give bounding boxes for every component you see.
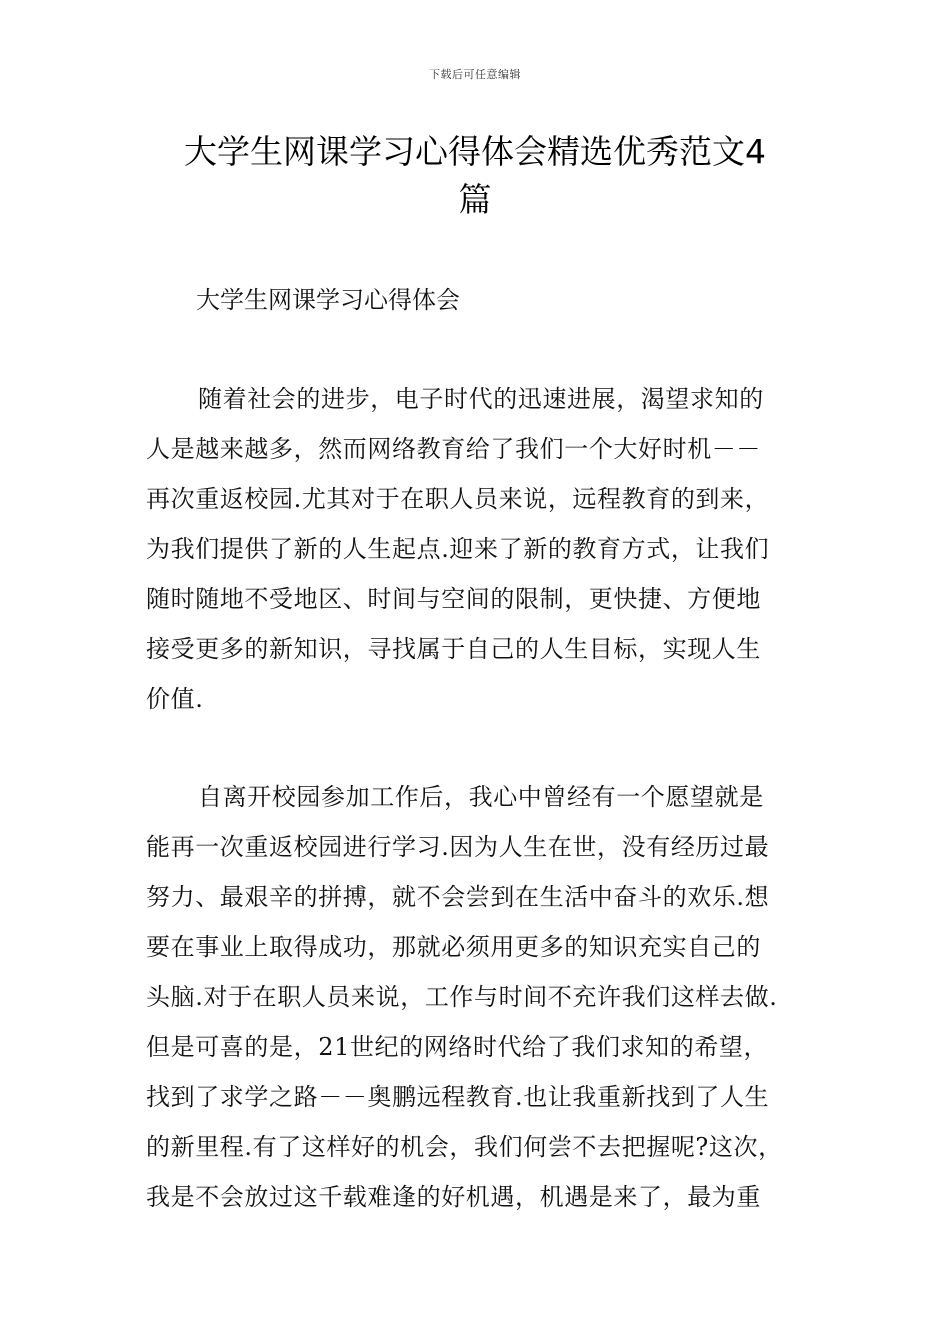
paragraph-line: 人是越来越多，然而网络教育给了我们一个大好时机－－ xyxy=(146,435,761,463)
paragraph-line: 要在事业上取得成功，那就必须用更多的知识充实自己的 xyxy=(146,933,761,961)
paragraph-line: 自离开校园参加工作后，我心中曾经有一个愿望就是 xyxy=(198,783,764,811)
title-line-2: 篇 xyxy=(458,180,492,219)
paragraph-line: 随着社会的进步，电子时代的迅速进展，渴望求知的 xyxy=(198,385,764,413)
title-line-1: 大学生网课学习心得体会精选优秀范文4 xyxy=(184,132,766,171)
paragraph-line: 接受更多的新知识，寻找属于自己的人生目标，实现人生 xyxy=(146,635,761,663)
paragraph-line: 随时随地不受地区、时间与空间的限制，更快捷、方便地 xyxy=(146,585,761,613)
paragraph-line: 价值. xyxy=(146,685,204,713)
header-note: 下载后可任意编辑 xyxy=(429,68,521,81)
paragraph-line: 找到了求学之路－－奥鹏远程教育.也让我重新找到了人生 xyxy=(146,1083,770,1111)
paragraph-line: 头脑.对于在职人员来说，工作与时间不充许我们这样去做. xyxy=(146,983,778,1011)
paragraph-line: 我是不会放过这千载难逢的好机遇，机遇是来了，最为重 xyxy=(146,1183,761,1211)
paragraph-line: 努力、最艰辛的拼搏，就不会尝到在生活中奋斗的欢乐.想 xyxy=(146,883,770,911)
paragraph-line: 能再一次重返校园进行学习.因为人生在世，没有经历过最 xyxy=(146,833,770,861)
paragraph-line: 的新里程.有了这样好的机会，我们何尝不去把握呢?这次， xyxy=(146,1133,783,1161)
paragraph-line: 为我们提供了新的人生起点.迎来了新的教育方式，让我们 xyxy=(146,535,770,563)
section-subtitle: 大学生网课学习心得体会 xyxy=(196,286,460,314)
paragraph-1 xyxy=(146,374,806,724)
paragraph-line: 再次重返校园.尤其对于在职人员来说，远程教育的到来， xyxy=(146,485,770,513)
paragraph-line: 但是可喜的是，21世纪的网络时代给了我们求知的希望， xyxy=(146,1033,769,1061)
document-title xyxy=(150,128,800,224)
paragraph-2 xyxy=(146,772,806,1222)
